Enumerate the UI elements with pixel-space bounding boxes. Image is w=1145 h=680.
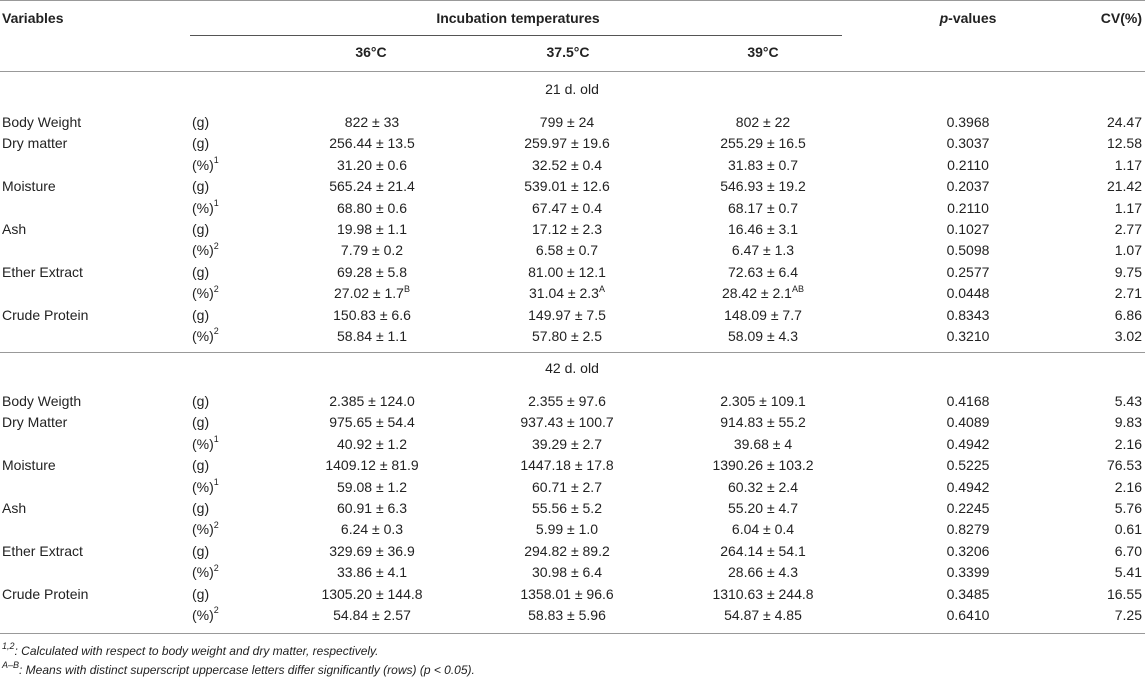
cell-cv: 7.25 bbox=[1114, 607, 1142, 623]
cell-temp-2: 799 ± 24 bbox=[539, 114, 595, 130]
cell-cv: 2.16 bbox=[1114, 478, 1142, 495]
cell-temp-1: $27.02 \pm 1.7^B$ bbox=[334, 283, 410, 302]
table-row bbox=[0, 563, 1145, 581]
cell-temp-2: 39.29 ± 2.7 bbox=[532, 435, 602, 452]
cell-cv: 76.53 bbox=[1106, 457, 1142, 474]
cell-p-value: 0.4942 bbox=[946, 478, 990, 495]
cell-p-value: 0.3968 bbox=[946, 114, 990, 130]
table-row bbox=[0, 585, 1145, 603]
cell-p-value: 0.3399 bbox=[946, 564, 990, 581]
cell-temp-3: 31.83 ± 0.7 bbox=[728, 156, 798, 173]
cell-temp-3: 54.87 ± 4.85 bbox=[724, 607, 802, 623]
cell-temp-3: 55.20 ± 4.7 bbox=[728, 500, 798, 516]
cell-unit: (g) bbox=[192, 135, 210, 152]
table-row bbox=[0, 606, 1145, 624]
cell-variable: Crude Protein bbox=[2, 306, 89, 323]
cell-temp-1: 60.91 ± 6.3 bbox=[337, 500, 407, 516]
cell-unit: (g) bbox=[192, 500, 210, 516]
table-row bbox=[0, 327, 1145, 345]
table-row bbox=[0, 263, 1145, 281]
cell-unit: (g) bbox=[192, 542, 210, 559]
top-rule bbox=[0, 0, 1145, 1]
cell-temp-1: 68.80 ± 0.6 bbox=[337, 199, 407, 216]
cell-temp-3: 2.305 ± 109.1 bbox=[720, 393, 806, 409]
cell-temp-2: 294.82 ± 89.2 bbox=[524, 542, 610, 559]
cell-temp-3: 264.14 ± 54.1 bbox=[720, 542, 806, 559]
cell-variable: Moisture bbox=[2, 457, 56, 474]
cell-p-value: 0.0448 bbox=[946, 285, 990, 302]
cell-cv: 5.43 bbox=[1114, 393, 1142, 409]
cell-temp-3: 546.93 ± 19.2 bbox=[720, 178, 806, 195]
table-row bbox=[0, 241, 1145, 259]
cell-p-value: 0.2110 bbox=[947, 156, 989, 173]
cell-cv: 5.41 bbox=[1114, 564, 1142, 581]
header-bottom-rule bbox=[0, 71, 1145, 72]
cell-variable: Body Weigth bbox=[2, 393, 82, 409]
header-temp-37-5: 37.5°C bbox=[546, 44, 590, 60]
cell-unit: (%)$^1$ bbox=[192, 197, 219, 216]
cell-temp-3: 6.04 ± 0.4 bbox=[731, 521, 795, 538]
table-row bbox=[0, 156, 1145, 174]
cell-temp-3: 68.17 ± 0.7 bbox=[728, 199, 798, 216]
cell-unit: (%)$^1$ bbox=[192, 155, 219, 173]
cell-unit: (g) bbox=[192, 263, 210, 280]
cell-p-value: 0.3210 bbox=[946, 328, 990, 344]
cell-unit: (%)$^1$ bbox=[192, 434, 219, 452]
cell-temp-1: 31.20 ± 0.6 bbox=[337, 156, 407, 173]
cell-temp-1: 54.84 ± 2.57 bbox=[333, 607, 411, 623]
footnote-1: $^{1,2}$: Calculated with respect to body weight and dry matter, respectively. bbox=[2, 641, 379, 658]
cell-temp-1: 58.84 ± 1.1 bbox=[337, 328, 407, 344]
cell-temp-3: 255.29 ± 16.5 bbox=[720, 135, 806, 152]
cell-p-value: 0.3037 bbox=[946, 135, 990, 152]
table-row bbox=[0, 478, 1145, 496]
cell-cv: 24.47 bbox=[1106, 114, 1142, 130]
section-title: 21 d. old bbox=[545, 81, 599, 97]
cell-temp-2: 2.355 ± 97.6 bbox=[528, 393, 606, 409]
table-row bbox=[0, 435, 1145, 453]
cell-p-value: 0.2577 bbox=[946, 263, 990, 280]
header-temp-36: 36°C bbox=[355, 44, 387, 60]
cell-cv: 0.61 bbox=[1114, 521, 1142, 538]
cell-temp-1: 256.44 ± 13.5 bbox=[329, 135, 415, 152]
table-row bbox=[0, 199, 1145, 217]
table-row bbox=[0, 306, 1145, 324]
cell-temp-2: 937.43 ± 100.7 bbox=[520, 414, 614, 431]
cell-p-value: 0.8279 bbox=[946, 521, 990, 538]
cell-temp-2: 1447.18 ± 17.8 bbox=[520, 457, 614, 474]
cell-temp-1: 822 ± 33 bbox=[344, 114, 400, 130]
cell-variable: Ash bbox=[2, 221, 27, 237]
cell-temp-2: 58.83 ± 5.96 bbox=[528, 607, 606, 623]
cell-cv: 5.76 bbox=[1114, 500, 1142, 516]
cell-temp-2: 17.12 ± 2.3 bbox=[532, 221, 602, 237]
cell-temp-2: 5.99 ± 1.0 bbox=[535, 521, 599, 538]
cell-unit: (g) bbox=[192, 221, 210, 237]
table-row bbox=[0, 177, 1145, 195]
cell-temp-3: 60.32 ± 2.4 bbox=[728, 478, 798, 495]
cell-cv: 16.55 bbox=[1106, 585, 1142, 602]
cell-variable: Crude Protein bbox=[2, 585, 89, 602]
cell-temp-1: 329.69 ± 36.9 bbox=[329, 542, 415, 559]
cell-temp-1: 2.385 ± 124.0 bbox=[329, 393, 415, 409]
cell-p-value: 0.4089 bbox=[946, 414, 990, 431]
cell-unit: (g) bbox=[192, 114, 210, 130]
cell-cv: 1.17 bbox=[1114, 199, 1142, 216]
cell-cv: 2.77 bbox=[1114, 221, 1142, 237]
header-p-values: p-values bbox=[939, 10, 997, 26]
cell-cv: 21.42 bbox=[1106, 178, 1142, 195]
cell-temp-2: 259.97 ± 19.6 bbox=[524, 135, 610, 152]
cell-temp-2: 81.00 ± 12.1 bbox=[528, 263, 606, 280]
cell-variable: Ether Extract bbox=[2, 263, 83, 280]
header-cv: CV(%) bbox=[1100, 10, 1142, 26]
cell-p-value: 0.2245 bbox=[946, 500, 990, 516]
cell-temp-2: 32.52 ± 0.4 bbox=[532, 156, 602, 173]
cell-p-value: 0.6410 bbox=[946, 607, 990, 623]
cell-temp-1: 1305.20 ± 144.8 bbox=[321, 585, 423, 602]
cell-temp-3: 16.46 ± 3.1 bbox=[728, 221, 798, 237]
cell-unit: (g) bbox=[192, 306, 210, 323]
cell-temp-3: 1390.26 ± 103.2 bbox=[712, 457, 814, 474]
cell-temp-3: 148.09 ± 7.7 bbox=[724, 306, 802, 323]
cell-temp-3: 39.68 ± 4 bbox=[733, 435, 793, 452]
cell-p-value: 0.3206 bbox=[946, 542, 990, 559]
cell-variable: Dry matter bbox=[2, 135, 68, 152]
bottom-rule bbox=[0, 633, 1145, 634]
cell-temp-1: 150.83 ± 6.6 bbox=[333, 306, 411, 323]
cell-p-value: 0.2037 bbox=[946, 178, 990, 195]
cell-temp-2: 6.58 ± 0.7 bbox=[535, 242, 599, 259]
cell-temp-3: 1310.63 ± 244.8 bbox=[712, 585, 814, 602]
cell-temp-2: 67.47 ± 0.4 bbox=[532, 199, 602, 216]
cell-temp-2: 149.97 ± 7.5 bbox=[528, 306, 606, 323]
cell-temp-3: 72.63 ± 6.4 bbox=[728, 263, 798, 280]
cell-p-value: 0.8343 bbox=[946, 306, 990, 323]
cell-temp-1: 7.79 ± 0.2 bbox=[340, 242, 404, 259]
cell-unit: (%)$^2$ bbox=[192, 605, 219, 623]
cell-unit: (%)$^2$ bbox=[192, 562, 219, 581]
incubation-underline bbox=[190, 35, 842, 36]
table-row bbox=[0, 542, 1145, 560]
cell-unit: (%)$^2$ bbox=[192, 326, 219, 344]
cell-temp-1: 33.86 ± 4.1 bbox=[337, 564, 407, 581]
cell-temp-3: 6.47 ± 1.3 bbox=[731, 242, 795, 259]
cell-temp-1: 59.08 ± 1.2 bbox=[337, 478, 407, 495]
cell-cv: 1.07 bbox=[1114, 242, 1142, 259]
cell-unit: (g) bbox=[192, 414, 210, 431]
table-row bbox=[0, 499, 1145, 517]
cell-temp-2: 60.71 ± 2.7 bbox=[532, 478, 602, 495]
cell-temp-3: 28.66 ± 4.3 bbox=[728, 564, 798, 581]
cell-temp-2: 57.80 ± 2.5 bbox=[532, 328, 602, 344]
cell-variable: Body Weight bbox=[2, 114, 82, 130]
cell-variable: Moisture bbox=[2, 178, 56, 195]
table-row bbox=[0, 284, 1145, 302]
cell-p-value: 0.2110 bbox=[947, 199, 989, 216]
table-row bbox=[0, 134, 1145, 152]
cell-cv: 2.16 bbox=[1114, 435, 1142, 452]
cell-p-value: 0.3485 bbox=[946, 585, 990, 602]
cell-cv: 9.75 bbox=[1114, 263, 1142, 280]
cell-temp-3: 802 ± 22 bbox=[735, 114, 791, 130]
cell-variable: Ether Extract bbox=[2, 542, 83, 559]
cell-cv: 3.02 bbox=[1114, 328, 1142, 344]
cell-temp-3: 58.09 ± 4.3 bbox=[728, 328, 798, 344]
cell-cv: 2.71 bbox=[1114, 285, 1142, 302]
table-row bbox=[0, 392, 1145, 410]
cell-temp-1: 6.24 ± 0.3 bbox=[340, 521, 404, 538]
cell-p-value: 0.5225 bbox=[946, 457, 990, 474]
cell-unit: (%)$^1$ bbox=[192, 476, 219, 495]
cell-cv: 12.58 bbox=[1106, 135, 1142, 152]
section-rule bbox=[0, 352, 1145, 353]
header-incubation: Incubation temperatures bbox=[436, 10, 600, 26]
cell-unit: (%)$^2$ bbox=[192, 283, 219, 302]
cell-temp-2: 30.98 ± 6.4 bbox=[532, 564, 602, 581]
cell-unit: (g) bbox=[192, 178, 210, 195]
cell-variable: Ash bbox=[2, 500, 27, 516]
table-row bbox=[0, 220, 1145, 238]
cell-p-value: 0.4168 bbox=[946, 393, 990, 409]
header-variables: Variables bbox=[2, 10, 64, 26]
cell-temp-3: 914.83 ± 55.2 bbox=[720, 414, 806, 431]
header-temp-39: 39°C bbox=[747, 44, 779, 60]
section-title: 42 d. old bbox=[545, 360, 599, 376]
cell-cv: 1.17 bbox=[1114, 156, 1142, 173]
cell-unit: (g) bbox=[192, 585, 210, 602]
footnote-2: $^{A-B}$: Means with distinct superscript uppercase letters differ significantly (rows) (p < 0.05). bbox=[2, 660, 475, 677]
table-row bbox=[0, 113, 1145, 131]
table-row bbox=[0, 456, 1145, 474]
cell-p-value: 0.4942 bbox=[946, 435, 990, 452]
cell-cv: 6.70 bbox=[1114, 542, 1142, 559]
cell-p-value: 0.5098 bbox=[946, 242, 990, 259]
cell-unit: (g) bbox=[192, 393, 210, 409]
cell-cv: 6.86 bbox=[1114, 306, 1142, 323]
cell-temp-1: 565.24 ± 21.4 bbox=[329, 178, 415, 195]
cell-temp-1: 975.65 ± 54.4 bbox=[329, 414, 415, 431]
cell-unit: (%)$^2$ bbox=[192, 240, 219, 259]
cell-temp-2: 539.01 ± 12.6 bbox=[524, 178, 610, 195]
cell-temp-2: 55.56 ± 5.2 bbox=[532, 500, 602, 516]
cell-temp-1: 69.28 ± 5.8 bbox=[337, 263, 407, 280]
cell-temp-2: 1358.01 ± 96.6 bbox=[520, 585, 614, 602]
cell-temp-2: $31.04 \pm 2.3^A$ bbox=[529, 283, 605, 302]
cell-cv: 9.83 bbox=[1114, 414, 1142, 431]
cell-unit: (%)$^2$ bbox=[192, 519, 219, 538]
table-row bbox=[0, 520, 1145, 538]
cell-unit: (g) bbox=[192, 457, 210, 474]
cell-temp-1: 1409.12 ± 81.9 bbox=[325, 457, 419, 474]
cell-temp-1: 40.92 ± 1.2 bbox=[337, 435, 407, 452]
cell-variable: Dry Matter bbox=[2, 414, 68, 431]
cell-p-value: 0.1027 bbox=[946, 221, 990, 237]
cell-temp-1: 19.98 ± 1.1 bbox=[337, 221, 407, 237]
table-row bbox=[0, 413, 1145, 431]
cell-temp-3: $28.42 \pm 2.1^{AB}$ bbox=[722, 283, 804, 302]
